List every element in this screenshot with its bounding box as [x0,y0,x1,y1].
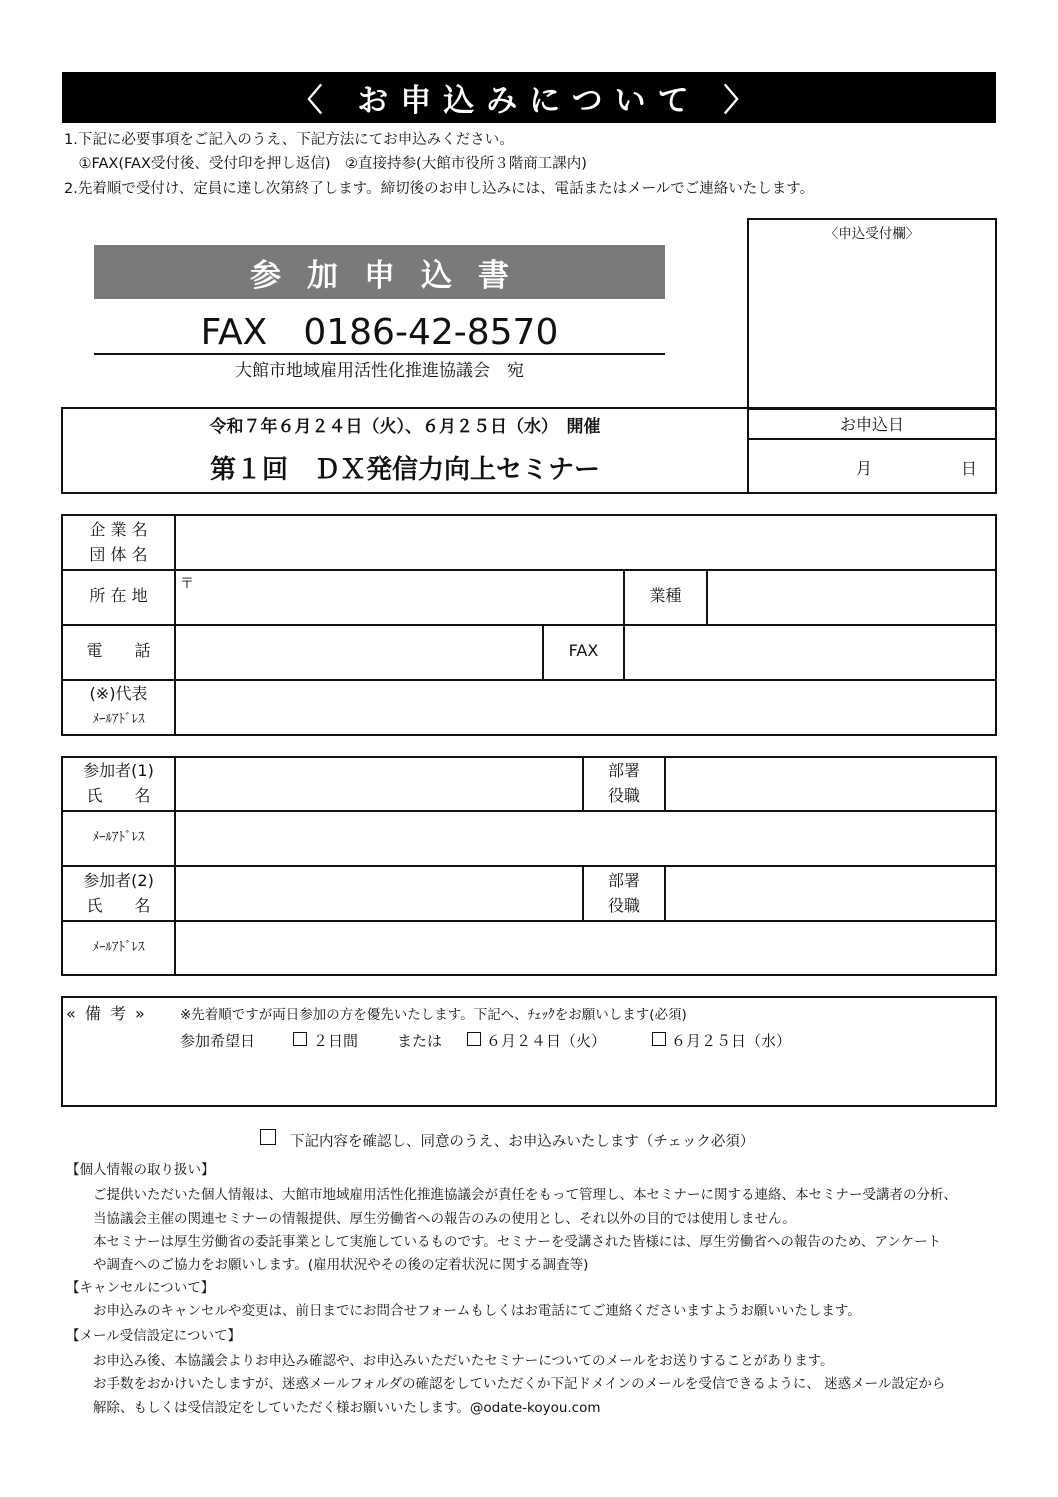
addressee: 大館市地域雇用活性化推進協議会 宛 [235,361,524,381]
address-label: 所 在 地 [89,586,148,605]
participant-1-email-label: ﾒｰﾙｱﾄﾞﾚｽ [92,830,145,845]
option-0624-checkbox[interactable] [467,1032,481,1046]
participant-2-label: 参加者(2) [83,871,154,890]
fax-number: FAX 0186-42-8570 [200,312,559,353]
privacy-line-3: 本セミナーは厚生労働省の委託事業として実施しているものです。セミナーを受講された皆様には、厚生労働省への報告のため、アンケート [93,1234,942,1250]
remarks-note: ※先着順ですが両日参加の方を優先いたします。下記へ、ﾁｪｯｸをお願いします(必須) [180,1007,687,1023]
participant-1-label: 参加者(1) [83,761,154,780]
desired-date-label: 参加希望日 [180,1032,256,1050]
address-field[interactable] [176,571,622,624]
phone-field[interactable] [176,626,541,679]
page-title: 〈 お申込みについて 〉 [62,72,996,123]
mail-line-1: お申込み後、本協議会よりお申込み確認や、お申込みいただいたセミナーについてのメールをお送りすることがあります。 [93,1353,834,1369]
apply-day-label: 日 [961,459,978,478]
reception-box [747,218,997,410]
participant-1-name-label: 氏 名 [86,786,151,805]
mail-heading: 【メール受信設定について】 [66,1328,241,1344]
remarks-label: « 備 考 » [66,1004,147,1023]
participant-2-dept-label: 部署 [607,871,640,890]
company-fax-field[interactable] [625,626,996,679]
participant-2-email-field[interactable] [176,922,996,974]
company-name-label-1: 企 業 名 [89,520,148,539]
cancel-heading: 【キャンセルについて】 [66,1280,215,1296]
apply-month-label: 月 [856,459,873,478]
industry-field[interactable] [708,571,996,624]
participant-1-email-field[interactable] [176,812,996,865]
reception-label: 〈申込受付欄〉 [824,226,920,242]
apply-date-divider [747,438,997,440]
postal-mark: 〒 [180,576,194,592]
option-2days-checkbox[interactable] [293,1032,307,1046]
fax-underline [94,353,665,355]
company-name-field[interactable] [176,516,996,569]
privacy-line-4: や調査へのご協力をお願いします。(雇用状況やその後の定着状況に関する調査等) [93,1257,589,1273]
rep-email-label-2: ﾒｰﾙｱﾄﾞﾚｽ [92,712,145,727]
privacy-line-1: ご提供いただいた個人情報は、大館市地域雇用活性化推進協議会が責任をもって管理し、本セミナーに関する連絡、本セミナー受講者の分析、 [93,1187,957,1203]
participant-2-dept-field[interactable] [666,867,996,920]
option-0625-checkbox[interactable] [652,1032,666,1046]
rep-email-field[interactable] [176,681,996,734]
cancel-line-1: お申込みのキャンセルや変更は、前日までにお問合せフォームもしくはお電話にてご連絡くださいますようお願いいたします。 [93,1303,861,1319]
participant-1-dept-label: 部署 [607,761,640,780]
event-name: 第１回 ＤＸ発信力向上セミナー [209,455,600,485]
participant-1-name-field[interactable] [176,758,581,810]
mail-line-3: 解除、もしくは受信設定をしていただく様お願いいたします。@odate-koyou.com [93,1400,601,1416]
instruction-line-1: 1.下記に必要事項をご記入のうえ、下記方法にてお申込みください。 [64,132,514,148]
company-name-label-2: 団 体 名 [89,545,148,564]
participant-2-email-label: ﾒｰﾙｱﾄﾞﾚｽ [92,940,145,955]
privacy-heading: 【個人情報の取り扱い】 [66,1162,215,1178]
form-title: 参加申込書 [94,245,665,299]
option-0625-label: ６月２５日（水） [671,1032,792,1050]
mail-line-2: お手数をおかけいたしますが、迷惑メールフォルダの確認をしていただくか下記ドメインのメールを受信できるように、 迷惑メール設定から [93,1376,946,1392]
industry-label: 業種 [649,586,682,605]
participant-1-dept-field[interactable] [666,758,996,810]
or-label: または [397,1032,443,1050]
phone-label: 電 話 [86,641,151,660]
company-fax-label: FAX [568,641,599,660]
rep-email-label-1: (※)代表 [89,684,148,703]
event-dates: 令和７年６月２４日（火）、６月２５日（水） 開催 [209,417,601,437]
participant-1-position-label: 役職 [607,786,640,805]
participant-2-name-label: 氏 名 [86,896,151,915]
participant-2-position-label: 役職 [607,896,640,915]
instruction-line-2: ①FAX(FAX受付後、受付印を押し返信) ②直接持参(大館市役所３階商工課内) [64,156,587,172]
apply-date-label: お申込日 [839,415,904,434]
participant-2-name-field[interactable] [176,867,581,920]
instruction-line-3: 2.先着順で受付け、定員に達し次第終了します。締切後のお申し込みには、電話またはメールでご連絡いたします。 [64,181,815,197]
option-2days-label: ２日間 [313,1032,359,1050]
consent-text: 下記内容を確認し、同意のうえ、お申込みいたします（チェック必須） [290,1134,755,1150]
consent-checkbox[interactable] [260,1129,276,1145]
option-0624-label: ６月２４日（火） [486,1032,607,1050]
privacy-line-2: 当協議会主催の関連セミナーの情報提供、厚生労働省への報告のみの使用とし、それ以外の目的では使用しません。 [93,1211,796,1227]
